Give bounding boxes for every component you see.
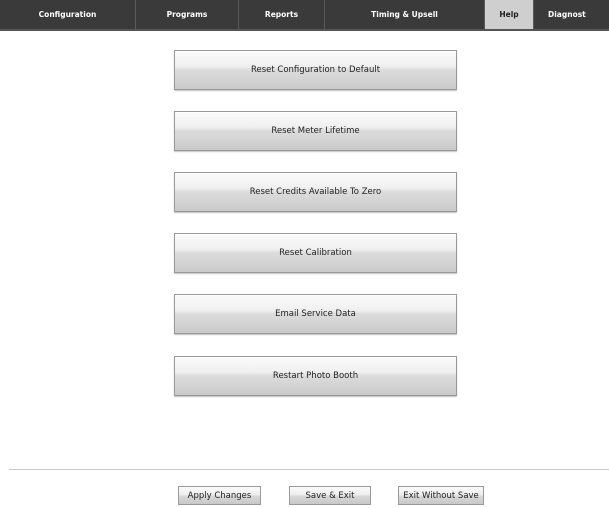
tab-programs[interactable]: Programs [136, 0, 239, 29]
restart-photo-booth-wrap [174, 356, 457, 396]
tab-bar [0, 0, 609, 31]
reset-calibration-button[interactable]: Reset Calibration [174, 233, 457, 273]
exit-without-save-button[interactable]: Exit Without Save [398, 486, 484, 505]
reset-credits-button[interactable]: Reset Credits Available To Zero [174, 172, 457, 212]
reset-credits-wrap [174, 172, 457, 212]
reset-configuration-wrap [174, 50, 457, 90]
reset-meter-wrap [174, 111, 457, 151]
email-service-data-wrap [174, 294, 457, 334]
tab-timing-upsell[interactable]: Timing & Upsell [325, 0, 485, 29]
reset-calibration-wrap [174, 233, 457, 273]
footer-divider [9, 469, 609, 470]
apply-changes-button[interactable]: Apply Changes [178, 486, 261, 505]
reset-meter-lifetime-button[interactable]: Reset Meter Lifetime [174, 111, 457, 151]
tab-diagnostics[interactable]: Diagnost [548, 10, 586, 19]
tab-configuration[interactable]: Configuration [0, 0, 136, 29]
tab-reports[interactable]: Reports [239, 0, 325, 29]
email-service-data-button[interactable]: Email Service Data [174, 294, 457, 334]
save-exit-button[interactable]: Save & Exit [289, 486, 371, 505]
reset-configuration-button[interactable]: Reset Configuration to Default [174, 50, 457, 90]
tab-help[interactable]: Help [485, 0, 534, 29]
restart-photo-booth-button[interactable]: Restart Photo Booth [174, 356, 457, 396]
